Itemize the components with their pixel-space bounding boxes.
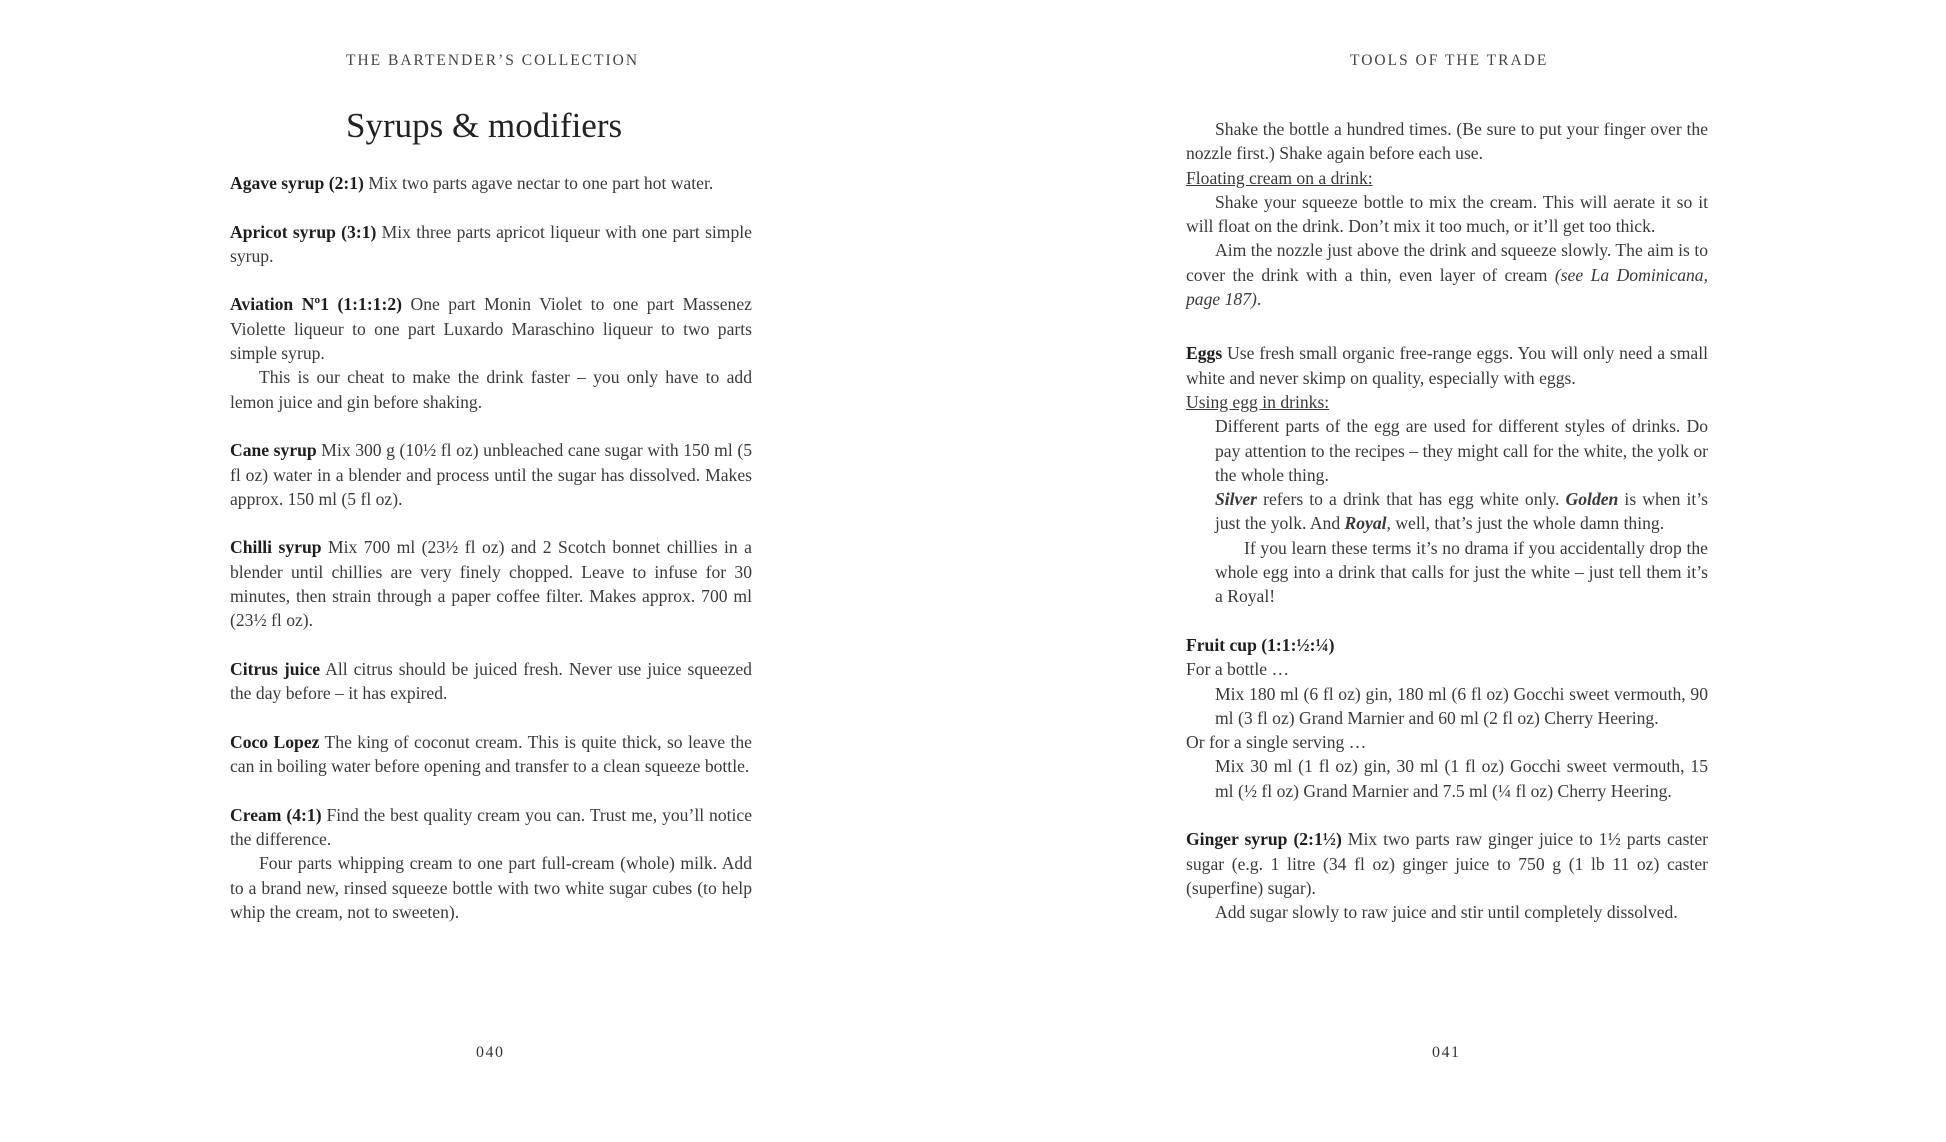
subhead-using-egg: Using egg in drinks: (1186, 391, 1330, 412)
cream-text: . (1256, 289, 1262, 310)
egg-paragraph (1215, 487, 1708, 536)
entry-coco-lopez (230, 730, 752, 779)
entry-note: Add sugar slowly to raw juice and stir until completely dissolved. (1215, 902, 1678, 923)
running-head-right: TOOLS OF THE TRADE (1350, 52, 1549, 69)
egg-text: , well, that’s just the whole damn thing. (1386, 513, 1665, 534)
entry-body: Mix two parts raw ginger juice to 1½ parts caster sugar (e.g. 1 litre (34 fl oz) ginger juice to 750 g (1 lb 11 oz) caster (superfine) sugar). (1186, 829, 1708, 898)
entry-term: Eggs (1186, 343, 1223, 364)
entry-body: Mix 300 g (10½ fl oz) unbleached cane sugar with 150 ml (5 fl oz) water in a blender and process until the sugar has dissolved. Makes approx. 150 ml (5 fl oz). (230, 440, 752, 509)
entry-term: Cane syrup (230, 440, 317, 461)
entry-body: Mix three parts apricot liqueur with one part simple syrup. (230, 221, 752, 266)
entry-body: Use fresh small organic free-range eggs. You will only need a small white and never skimp on quality, especially with eggs. (1186, 343, 1708, 388)
cream-paragraph: Shake your squeeze bottle to mix the cream. This will aerate it so it will float on the drink. Don’t mix it too much, or it’ll get too thick. (1186, 191, 1708, 237)
entry-agave-syrup (230, 171, 752, 195)
entry-term: Apricot syrup (3:1) (230, 221, 377, 242)
right-page (973, 0, 1946, 1142)
entry-body: All citrus should be juiced fresh. Never use juice squeezed the day before – it has expired. (230, 658, 752, 704)
page-number-right: 041 (1432, 1044, 1461, 1061)
right-column (1186, 117, 1708, 949)
subhead-floating-cream: Floating cream on a drink: (1186, 167, 1373, 188)
page-number-left: 040 (476, 1044, 505, 1061)
entry-body: The king of coconut cream. This is quite thick, so leave the can in boiling water before opening and transfer to a clean squeeze bottle. (230, 731, 752, 777)
term-silver: Silver (1215, 489, 1258, 510)
fruit-cup-bottle-intro: For a bottle … (1186, 659, 1290, 680)
entry-term: Aviation Nº1 (1:1:1:2) (230, 294, 402, 315)
entry-body: Mix two parts agave nectar to one part hot water. (368, 173, 714, 193)
entry-body: Mix 700 ml (23½ fl oz) and 2 Scotch bonnet chillies in a blender until chillies are very finely chopped. Leave to infuse for 30 minutes, then strain through a paper coffee filter. Makes approx. 700 ml (23½ fl oz). (230, 537, 752, 631)
entry-chilli-syrup (230, 535, 752, 632)
entry-cane-syrup (230, 438, 752, 511)
entry-term: Citrus juice (230, 658, 321, 679)
entry-term: Chilli syrup (230, 537, 322, 558)
entry-term: Cream (4:1) (230, 804, 322, 825)
fruit-cup-single-intro: Or for a single serving … (1186, 732, 1367, 753)
cream-text: Aim the nozzle just above the drink and squeeze slowly. The aim is to cover the drink with a thin, even layer of cream (1186, 240, 1708, 285)
entry-term: Agave syrup (2:1) (230, 173, 364, 193)
entry-body: Find the best quality cream you can. Trust me, you’ll notice the difference. (230, 804, 753, 850)
cream-paragraph: Shake the bottle a hundred times. (Be sure to put your finger over the nozzle first.) Shake again before each use. (1186, 119, 1708, 164)
entry-apricot-syrup (230, 220, 752, 269)
egg-usage-block (1186, 414, 1708, 608)
fruit-cup-bottle-mix: Mix 180 ml (6 fl oz) gin, 180 ml (6 fl oz) Gocchi sweet vermouth, 90 ml (3 fl oz) Grand Marnier and 60 ml (2 fl oz) Cherry Heering. (1215, 683, 1708, 728)
entry-note: Four parts whipping cream to one part full-cream (whole) milk. Add to a brand new, rinsed squeeze bottle with two white sugar cubes (to help whip the cream, not to sweeten). (230, 853, 752, 922)
entry-cream (230, 803, 752, 924)
entry-fruit-cup (1186, 633, 1708, 803)
entry-cream-continued (1186, 117, 1708, 311)
term-golden: Golden (1565, 489, 1619, 510)
cream-paragraph (1186, 238, 1708, 311)
left-column (230, 171, 752, 949)
egg-paragraph: Different parts of the egg are used for different styles of drinks. Do pay attention to the recipes – they might call for the white, the yolk or the whole thing. (1215, 416, 1708, 485)
entry-term: Fruit cup (1:1:½:¼) (1186, 634, 1335, 655)
egg-text: refers to a drink that has egg white only. (1257, 489, 1566, 510)
entry-term: Ginger syrup (2:1½) (1186, 829, 1342, 850)
term-royal: Royal (1344, 513, 1387, 534)
page-reference: (see La Dominicana, page 187) (1186, 264, 1708, 310)
fruit-cup-single-mix: Mix 30 ml (1 fl oz) gin, 30 ml (1 fl oz) Gocchi sweet vermouth, 15 ml (½ fl oz) Grand Marnier and 7.5 ml (¼ fl oz) Cherry Heering. (1215, 756, 1708, 801)
entry-body: One part Monin Violet to one part Massenez Violette liqueur to one part Luxardo Maraschino liqueur to two parts simple syrup. (230, 294, 752, 364)
entry-term: Coco Lopez (230, 731, 320, 752)
entry-eggs (1186, 341, 1708, 608)
entry-ginger-syrup (1186, 827, 1708, 924)
entry-aviation (230, 292, 752, 413)
entry-citrus-juice (230, 657, 752, 706)
egg-paragraph: If you learn these terms it’s no drama if you accidentally drop the whole egg into a drink that calls for just the white – just tell them it’s a Royal! (1215, 537, 1708, 607)
entry-note: This is our cheat to make the drink faster – you only have to add lemon juice and gin before shaking. (230, 367, 752, 412)
running-head-left: THE BARTENDER’S COLLECTION (346, 52, 640, 69)
egg-text: is when it’s just the yolk. And (1215, 489, 1708, 534)
chapter-title: Syrups & modifiers (346, 106, 623, 145)
